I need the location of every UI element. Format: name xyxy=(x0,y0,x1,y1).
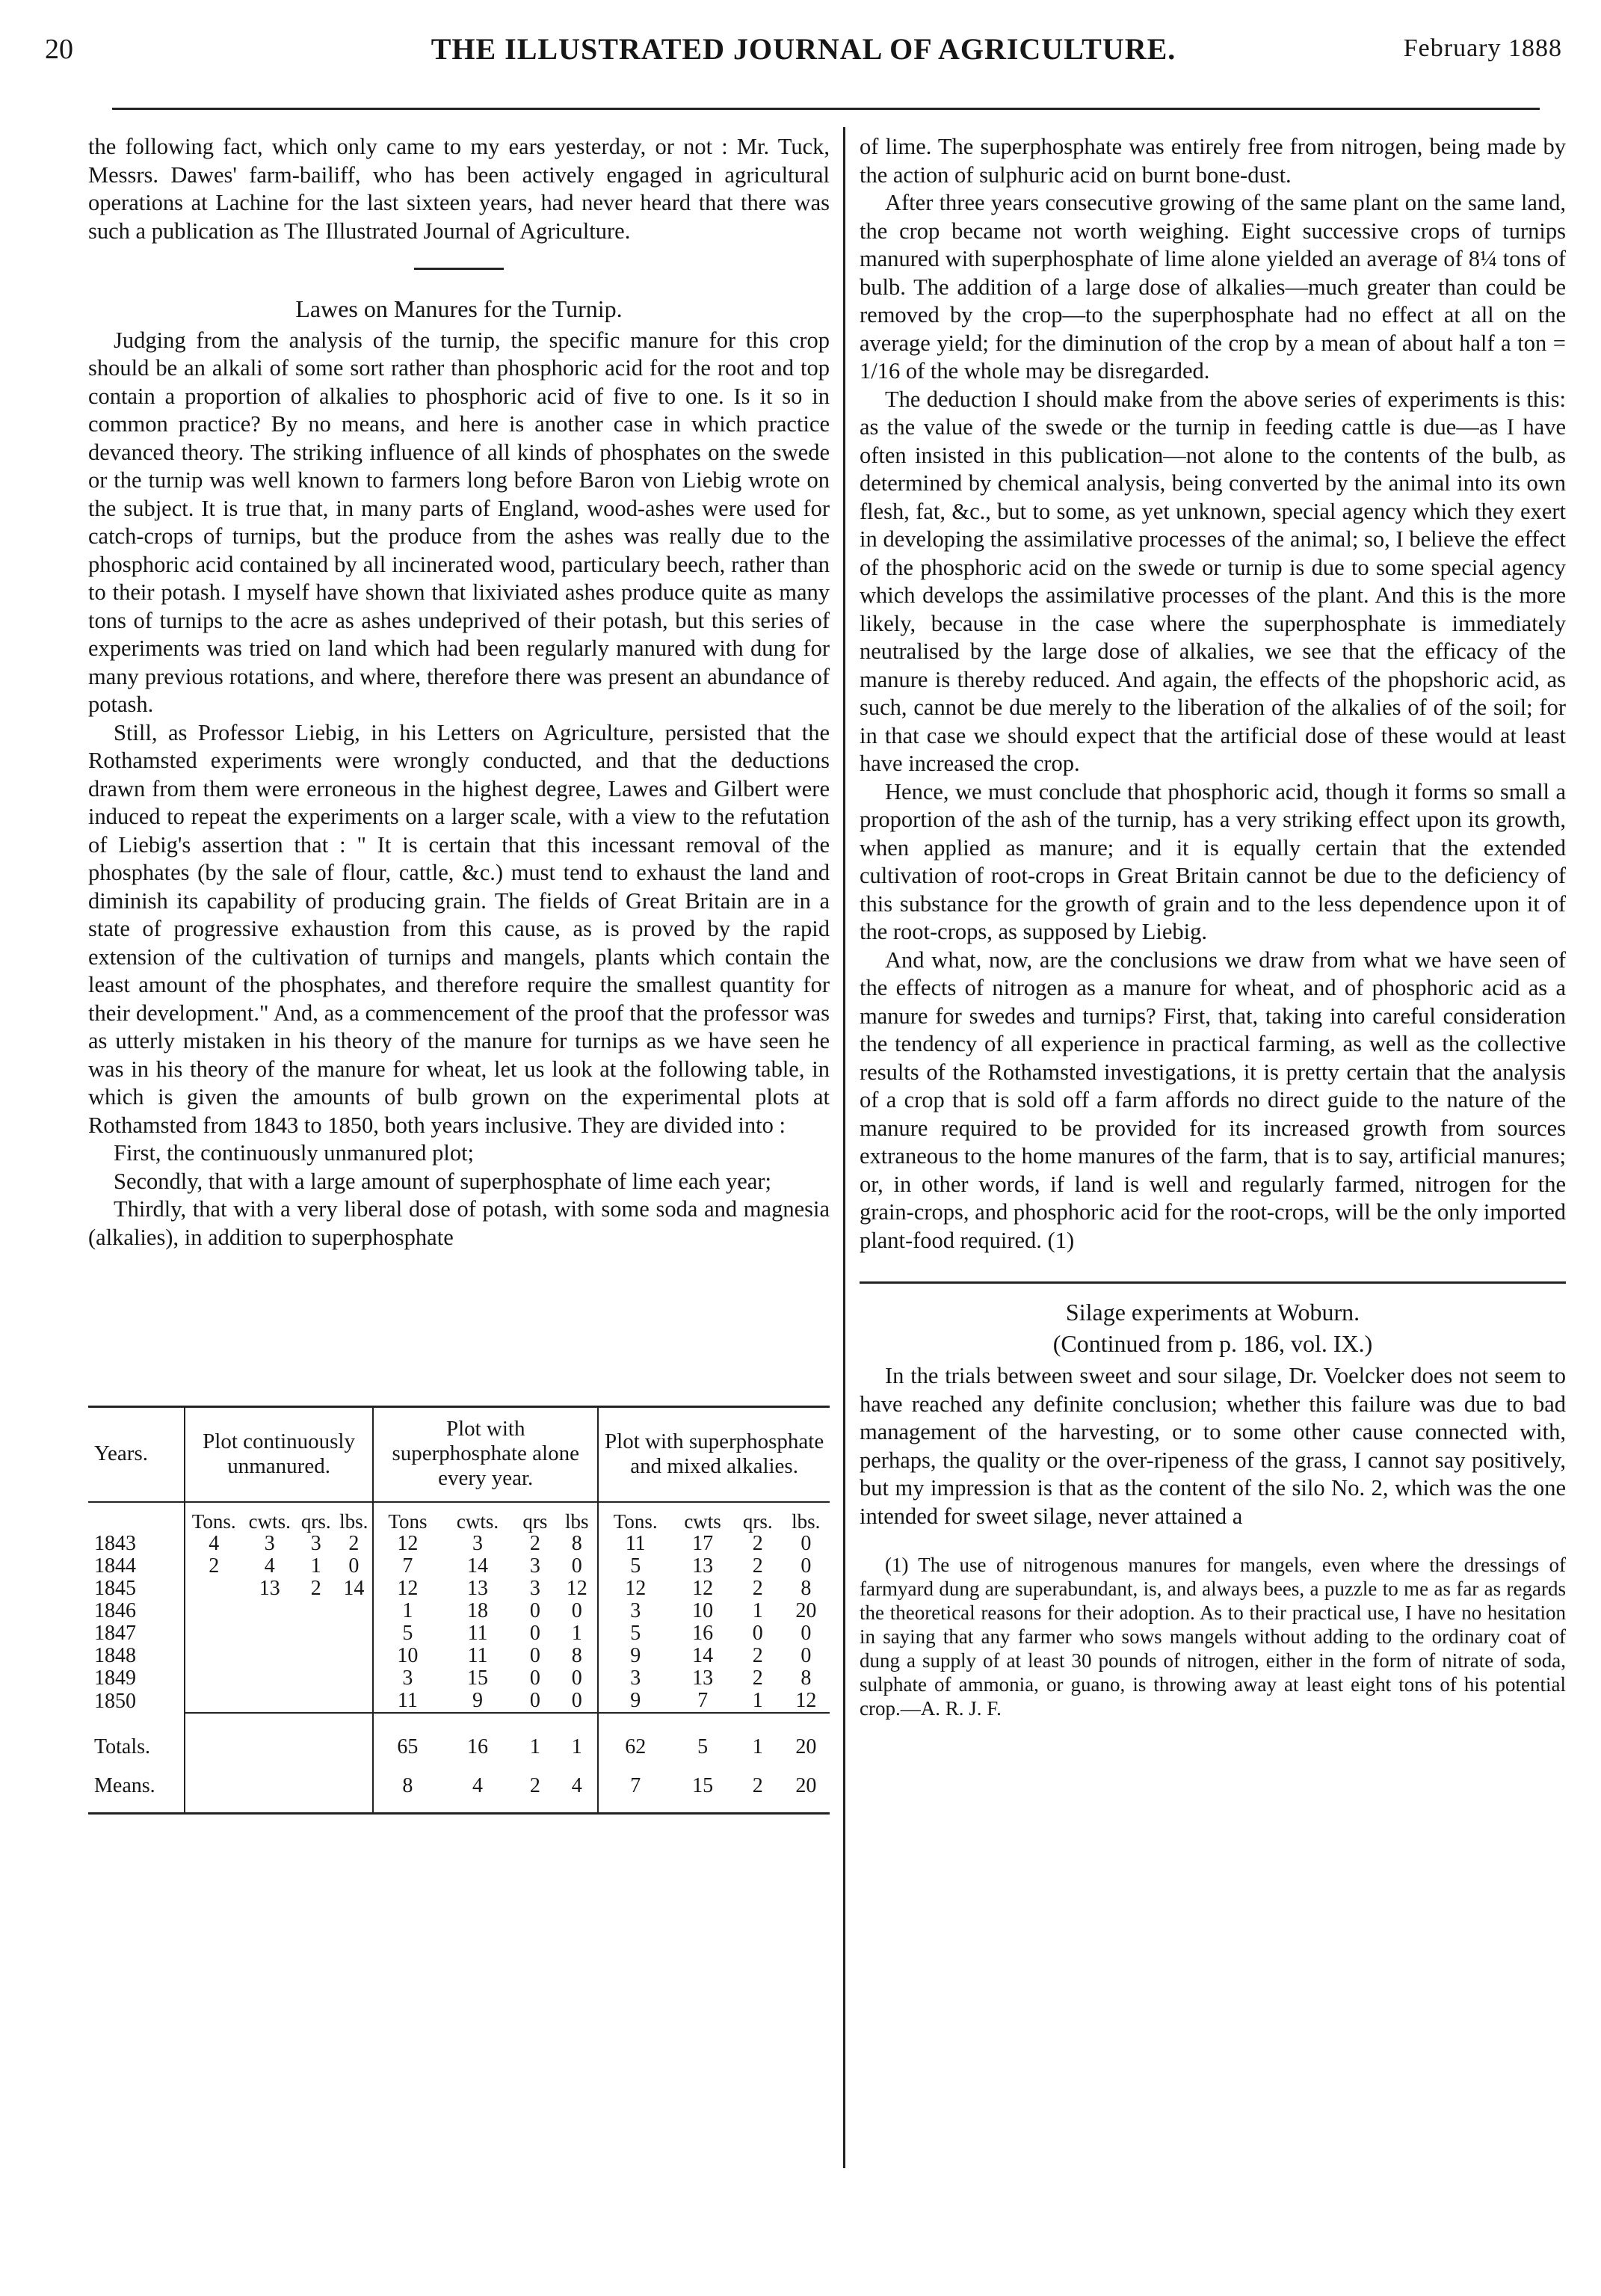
table-cell xyxy=(185,1758,242,1812)
table-cell xyxy=(335,1622,373,1645)
table-row xyxy=(88,1533,830,1555)
table-cell xyxy=(335,1600,373,1622)
table-cell: 12 xyxy=(598,1578,672,1600)
table-cell: 9 xyxy=(598,1645,672,1667)
table-cell xyxy=(297,1758,335,1812)
table-cell: 1 xyxy=(373,1600,441,1622)
table-body xyxy=(88,1533,830,1812)
table-cell: 0 xyxy=(529,1644,540,1667)
table-cell xyxy=(185,1713,242,1758)
table-cell: 0 xyxy=(571,1689,582,1712)
table-row xyxy=(88,1713,830,1758)
table-cell: 7 xyxy=(598,1758,672,1812)
table-cell: 0 xyxy=(571,1599,582,1622)
table-cell: 0 xyxy=(800,1532,812,1555)
yield-table xyxy=(88,1406,830,1815)
table-cell xyxy=(335,1758,373,1812)
table-cell: 12 xyxy=(692,1577,714,1600)
section-title-silage: Silage experiments at Woburn. xyxy=(1065,1299,1360,1326)
table-cell xyxy=(242,1690,297,1713)
table-cell: 0 xyxy=(529,1689,540,1712)
table-cell: 0 xyxy=(800,1554,812,1578)
table-cell: 11 xyxy=(598,1533,672,1555)
row-label: 1847 xyxy=(94,1622,136,1645)
table-cell: 8 xyxy=(373,1758,441,1812)
table-cell: 3 xyxy=(598,1667,672,1690)
page-number: 20 xyxy=(45,34,73,65)
table-cell: 3 xyxy=(373,1667,441,1690)
table-cell: 0 xyxy=(571,1666,582,1690)
table-cell: 2 xyxy=(752,1532,763,1555)
table-cell: 1 xyxy=(752,1689,763,1712)
table-row xyxy=(88,1667,830,1690)
section-rule xyxy=(860,1281,1566,1284)
table-cell: 0 xyxy=(800,1622,812,1645)
table-cell: 1 xyxy=(310,1554,321,1578)
table-cell xyxy=(335,1690,373,1713)
unit-label: Tons. xyxy=(185,1502,242,1533)
body-paragraph: The deduction I should make from the above series of experiments is this: as the value of the swede or the turnip in feeding cattle is due—as I have often insisted in this publication—not alone to the contents of the bulb, as determined by chemical analysis, being converted by the animal into its own flesh, fat, &c., but to some, as yet unknown, special agency which they exert in developing the assimilative processes of the animal; so, I believe the effect of the phosphoric acid on the swede or turnip is due to some special agency which develops the assimilative processes of the plant. And this is the more likely, because in the case where the superphosphate is immediately neutralised by the large dose of alkalies, we see that the efficacy of the manure is thereby reduced. And again, the effects of the phopshoric acid, as such, cannot be due merely to the liberation of the alkalies of of the soil; for in that case we should expect that the artificial dose of these would at least have increased the crop. xyxy=(860,386,1566,776)
journal-title: THE ILLUSTRATED JOURNAL OF AGRICULTURE. xyxy=(431,32,1176,66)
table-cell xyxy=(185,1667,242,1690)
body-paragraph: of lime. The superphosphate was entirely free from nitrogen, being made by the action of sulphuric acid on burnt bone-dust. xyxy=(860,134,1566,188)
table-cell xyxy=(335,1667,373,1690)
unit-label: lbs xyxy=(556,1502,598,1533)
table-cell: 9 xyxy=(598,1690,672,1713)
table-cell: 1 xyxy=(752,1599,763,1622)
table-cell: 10 xyxy=(692,1599,714,1622)
footnote-text: (1) The use of nitrogenous manures for mangels, even where the dressings of farmyard dung are superabundant, is, and always bees, a puzzle to me as far as regards the theoretical reasons for their adoption. As to their practical use, I have no hesitation in saying that any farmer who sows mangels without adding to the ordinary coat of dung a supply of at least 30 pounds of nitrogen, either in the form of nitrate of soda, sulphate of ammonia, or guano, is throwing away at least eight tons of his potential crop.—A. R. J. F. xyxy=(860,1554,1566,1720)
table-cell: 11 xyxy=(467,1622,488,1645)
table-cell: 2 xyxy=(752,1644,763,1667)
table-cell: 13 xyxy=(692,1554,714,1578)
table-cell: 2 xyxy=(310,1577,321,1600)
table-cell: 14 xyxy=(343,1577,365,1600)
table-cell xyxy=(242,1758,297,1812)
row-label: 1846 xyxy=(94,1599,136,1622)
table-cell: 0 xyxy=(752,1622,763,1645)
list-item: Thirdly, that with a very liberal dose of potash, with some soda and magnesia (alkalies), in addition to superphosphate xyxy=(88,1196,830,1250)
table-cell xyxy=(242,1600,297,1622)
table-cell: 2 xyxy=(752,1666,763,1690)
row-label: 1843 xyxy=(94,1532,136,1555)
header-rule xyxy=(112,108,1540,110)
yield-table-grid xyxy=(88,1408,830,1812)
table-cell: 5 xyxy=(672,1713,733,1758)
table-cell xyxy=(185,1622,242,1645)
section-title-lawes: Lawes on Manures for the Turnip. xyxy=(295,295,623,322)
table-cell: 2 xyxy=(529,1532,540,1555)
table-row xyxy=(88,1578,830,1600)
table-cell: 2 xyxy=(752,1554,763,1578)
table-cell: 8 xyxy=(800,1577,812,1600)
table-cell: 8 xyxy=(571,1532,582,1555)
table-cell: 17 xyxy=(692,1532,714,1555)
section-subtitle-silage: (Continued from p. 186, vol. IX.) xyxy=(1052,1329,1373,1357)
table-cell xyxy=(185,1690,242,1713)
right-column xyxy=(860,133,1566,1720)
table-cell: 8 xyxy=(800,1666,812,1690)
table-cell: 3 xyxy=(529,1577,540,1600)
table-cell: 1 xyxy=(571,1622,582,1645)
table-row xyxy=(88,1622,830,1645)
table-cell: 1 xyxy=(733,1713,783,1758)
table-cell xyxy=(297,1622,335,1645)
body-paragraph: Hence, we must conclude that phosphoric acid, though it forms so small a proportion of the ash of the turnip, has a very striking effect upon its growth, when applied as manure; and it is equally certain that the extended cultivation of root-crops in Great Britain cannot be due to the deficiency of this substance for the growth of grain and to the less dependence upon it of the root-crops, as supposed by Liebig. xyxy=(860,778,1566,944)
table-cell: 11 xyxy=(373,1690,441,1713)
table-cell: 5 xyxy=(373,1622,441,1645)
table-cell: 2 xyxy=(348,1532,360,1555)
table-cell xyxy=(297,1645,335,1667)
row-label: Totals. xyxy=(94,1735,151,1758)
table-cell: 10 xyxy=(373,1645,441,1667)
table-cell xyxy=(297,1690,335,1713)
table-cell: 0 xyxy=(348,1554,360,1578)
table-cell: 7 xyxy=(697,1689,709,1712)
table-cell xyxy=(242,1667,297,1690)
table-cell: 16 xyxy=(442,1713,514,1758)
table-cell: 3 xyxy=(529,1554,540,1578)
table-cell xyxy=(185,1645,242,1667)
table-cell: 4 xyxy=(185,1533,242,1555)
table-cell: 0 xyxy=(529,1599,540,1622)
table-row xyxy=(88,1555,830,1578)
table-cell: 4 xyxy=(571,1774,582,1797)
list-item: First, the continuously unmanured plot; xyxy=(114,1140,475,1166)
table-cell xyxy=(185,1600,242,1622)
header-superphosphate-alkalies: Plot with superphosphate and mixed alkalies. xyxy=(598,1408,830,1502)
table-cell: 15 xyxy=(692,1774,714,1797)
row-label: 1850 xyxy=(94,1689,136,1713)
table-cell: 15 xyxy=(467,1666,489,1690)
table-cell: 9 xyxy=(472,1689,484,1712)
page-header xyxy=(45,30,1562,75)
table-cell xyxy=(297,1667,335,1690)
table-row xyxy=(88,1600,830,1622)
table-cell: 0 xyxy=(571,1554,582,1578)
header-superphosphate: Plot with superphosphate alone every year. xyxy=(373,1408,598,1502)
row-label: 1849 xyxy=(94,1666,136,1690)
table-cell xyxy=(242,1645,297,1667)
list-item: Secondly, that with a large amount of superphosphate of lime each year; xyxy=(114,1168,771,1194)
header-unmanured: Plot continuously unmanured. xyxy=(185,1408,373,1502)
table-cell: 4 xyxy=(264,1554,275,1578)
table-cell: 16 xyxy=(692,1622,714,1645)
row-label: 1848 xyxy=(94,1644,136,1667)
unit-label: qrs. xyxy=(297,1502,335,1533)
table-cell: 3 xyxy=(310,1532,321,1555)
table-cell: 8 xyxy=(571,1644,582,1667)
header-years: Years. xyxy=(94,1441,148,1465)
table-cell xyxy=(242,1622,297,1645)
units-blank xyxy=(88,1502,185,1533)
table-header-row xyxy=(88,1408,830,1502)
table-cell xyxy=(297,1600,335,1622)
table-cell: 0 xyxy=(800,1644,812,1667)
unit-label: Tons. xyxy=(598,1502,672,1533)
column-divider xyxy=(843,127,845,2168)
table-cell: 13 xyxy=(692,1666,714,1690)
body-paragraph: In the trials between sweet and sour silage, Dr. Voelcker does not seem to have reached any definite conclusion; whether this failure was due to bad management of the harvesting, or to some other cause connected with, perhaps, the quality or the over-ripeness of the grass, I cannot say positively, but my impression is that as the content of the silo No. 2, which was the one intended for sweet silage, never attained a xyxy=(860,1363,1566,1529)
unit-label: cwts xyxy=(672,1502,733,1533)
unit-label: qrs xyxy=(513,1502,556,1533)
table-cell: 5 xyxy=(598,1555,672,1578)
table-cell: 20 xyxy=(783,1713,830,1758)
table-cell: 12 xyxy=(373,1578,441,1600)
table-cell: 5 xyxy=(598,1622,672,1645)
table-cell: 3 xyxy=(598,1600,672,1622)
table-cell: 20 xyxy=(795,1774,817,1797)
table-cell: 1 xyxy=(556,1713,598,1758)
table-cell: 18 xyxy=(467,1599,489,1622)
table-cell: 3 xyxy=(264,1532,275,1555)
body-paragraph: After three years consecutive growing of the same plant on the same land, the crop became not worth weighing. Eight successive crops of turnips manured with superphosphate of lime alone yielded an average of 8¼ tons of bulb. The addition of a large dose of alkalies—much greater than could be removed by the crop—to the superphosphate had no effect at all on the average yield; for the diminution of the crop by a mean of about half a ton = 1/16 of the whole may be disregarded. xyxy=(860,190,1566,384)
table-cell: 20 xyxy=(795,1599,817,1622)
table-cell: 12 xyxy=(795,1689,817,1712)
table-row xyxy=(88,1758,830,1812)
table-cell: 2 xyxy=(752,1774,763,1797)
table-rule xyxy=(88,1812,830,1815)
table-cell: 65 xyxy=(373,1713,441,1758)
table-cell: 62 xyxy=(598,1713,672,1758)
body-paragraph: Judging from the analysis of the turnip, the specific manure for this crop should be an alkali of some sort rather than phosphoric acid for the root and top contain a proportion of alkalies to phosphoric acid of five to one. Is it so in common practice? By no means, and here is another case in which practice devanced theory. The striking influence of all kinds of phosphates on the swede or the turnip was well known to farmers long before Baron von Liebig wrote on the subject. It is true that, in many parts of England, wood-ashes were used for catch-crops of turnips, but the produce from the ashes was really due to the phosphoric acid contained by all incinerated wood, particulary beech, rather than to their potash. I myself have shown that lixiviated ashes produce quite as many tons of turnips to the acre as ashes undeprived of their potash, but this series of experiments was tried on land which had been regularly manured with dung for many previous rotations, and where, therefore there was present an abundance of potash. xyxy=(88,327,830,717)
table-cell: 2 xyxy=(752,1577,763,1600)
row-label: Means. xyxy=(94,1774,155,1797)
table-cell: 2 xyxy=(185,1555,242,1578)
footnote xyxy=(860,1553,1566,1720)
table-cell xyxy=(242,1713,297,1758)
table-cell: 4 xyxy=(472,1774,484,1797)
units-row xyxy=(88,1502,830,1533)
table-cell: 12 xyxy=(373,1533,441,1555)
section-separator xyxy=(414,268,504,270)
intro-paragraph: the following fact, which only came to my ears yesterday, or not : Mr. Tuck, Messrs. Dawes' farm-bailiff, who has been actively engaged in agricultural operations at Lachine for the last sixteen years, had never heard that there was such a publication as The Illustrated Journal of Agriculture. xyxy=(88,134,830,244)
table-row xyxy=(88,1645,830,1667)
table-cell: 13 xyxy=(259,1577,280,1600)
table-cell xyxy=(185,1578,242,1600)
issue-date: February 1888 xyxy=(1403,34,1562,62)
unit-label: qrs. xyxy=(733,1502,783,1533)
table-cell xyxy=(335,1713,373,1758)
table-cell: 3 xyxy=(472,1532,484,1555)
table-cell: 14 xyxy=(467,1554,489,1578)
left-column xyxy=(88,133,830,1252)
table-cell: 11 xyxy=(467,1644,488,1667)
row-label: 1844 xyxy=(94,1554,136,1578)
table-cell: 12 xyxy=(566,1577,587,1600)
table-cell: 7 xyxy=(373,1555,441,1578)
row-label: 1845 xyxy=(94,1577,136,1600)
table-cell xyxy=(297,1713,335,1758)
table-cell: 1 xyxy=(513,1713,556,1758)
table-cell: 0 xyxy=(529,1666,540,1690)
unit-label: lbs. xyxy=(783,1502,830,1533)
table-row xyxy=(88,1690,830,1713)
table-cell: 2 xyxy=(529,1774,540,1797)
table-cell: 14 xyxy=(692,1644,714,1667)
table-cell: 0 xyxy=(529,1622,540,1645)
unit-label: cwts. xyxy=(442,1502,514,1533)
table-cell xyxy=(335,1645,373,1667)
body-paragraph: Still, as Professor Liebig, in his Letters on Agriculture, persisted that the Rothamsted experiments were wrongly conducted, and that the deductions drawn from them were erroneous in the highest degree, Lawes and Gilbert were induced to repeat the experiments on a larger scale, with a view to the refutation of Liebig's assertion that : " It is certain that this incessant removal of the phosphates (by the sale of flour, cattle, &c.) must tend to exhaust the land and diminish its capability of producing grain. The fields of Great Britain are in a state of progressive exhaustion from this cause, as is proved by the rapid extension of the cultivation of turnips and mangels, plants which contain the least amount of the phosphates, and therefore require the smallest quantity for their development." And, as a commencement of the proof that the professor was as utterly mistaken in his theory of the manure for turnips as we have seen he was in his theory of the manure for wheat, let us look at the following table, in which is given the amounts of bulb grown on the experimental plots at Rothamsted from 1843 to 1850, both years inclusive. They are divided into : xyxy=(88,719,830,1138)
unit-label: cwts. xyxy=(242,1502,297,1533)
unit-label: lbs. xyxy=(335,1502,373,1533)
unit-label: Tons xyxy=(373,1502,441,1533)
body-paragraph: And what, now, are the conclusions we draw from what we have seen of the effects of nitrogen as a manure for wheat, and of phosphoric acid as a manure for swedes and turnips? First, that, taking into careful consideration the tendency of all experience in practical farming, as well as the collective results of the Rothamsted investigations, it is pretty certain that the analysis of a crop that is sold off a farm affords no direct guide to the nature of the manure required to be provided for its increased growth from sources extraneous to the home manures of the farm, that is to say, artificial manures; or, in other words, if land is well and regularly farmed, nitrogen for the grain-crops, and phosphoric acid for the root-crops, will be the only imported plant-food required. (1) xyxy=(860,947,1566,1253)
table-cell: 13 xyxy=(467,1577,489,1600)
